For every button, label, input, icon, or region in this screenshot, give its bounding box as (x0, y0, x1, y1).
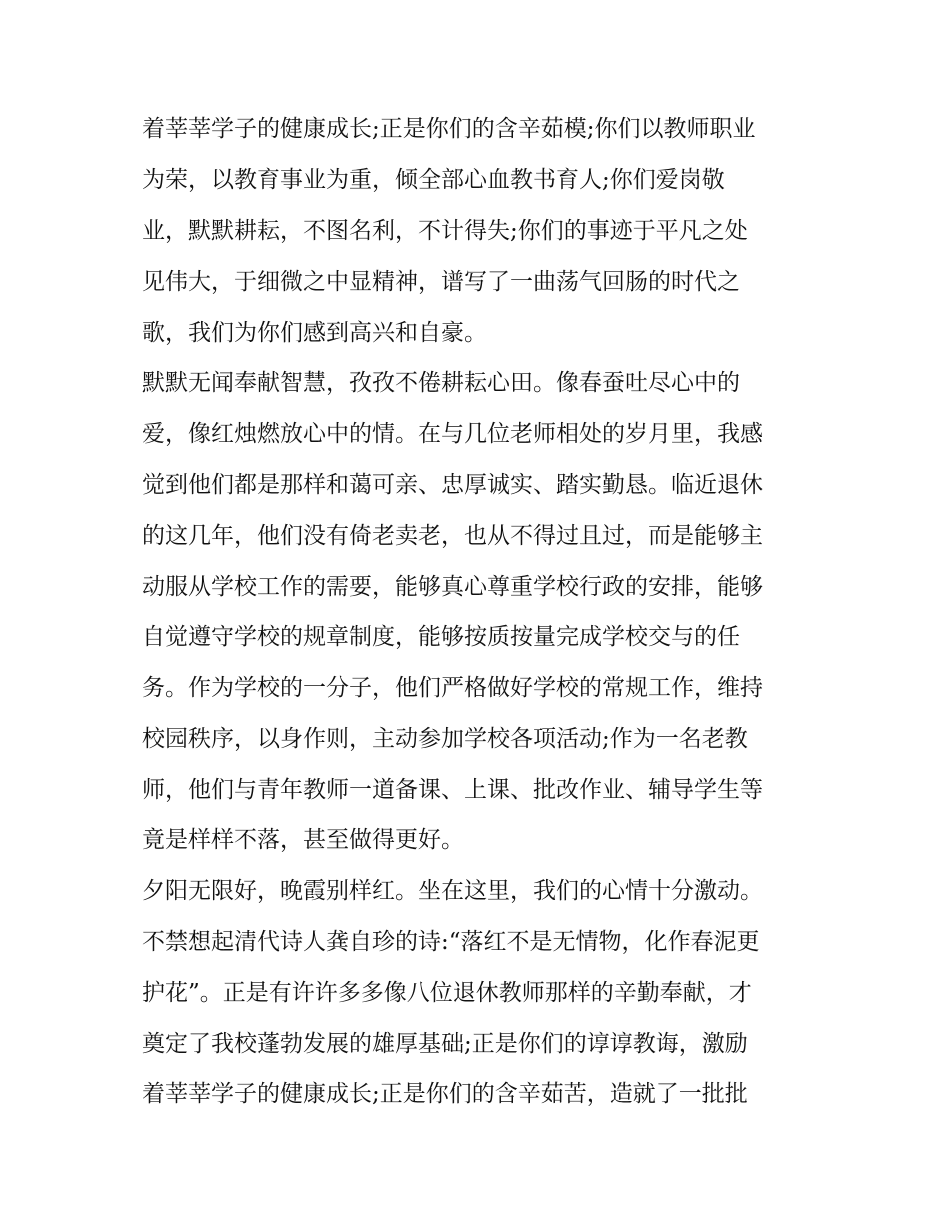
text-line: 见伟大，于细微之中显精神，谱写了一曲荡气回肠的时代之 (142, 269, 740, 295)
text-line: 动服从学校工作的需要，能够真心尊重学校行政的安排，能够 (142, 574, 763, 600)
text-line: 不禁想起清代诗人龚自珍的诗:“落红不是无情物，化作春泥更 (142, 929, 760, 955)
text-line: 师，他们与青年教师一道备课、上课、批改作业、辅导学生等 (142, 777, 763, 803)
text-line: 着莘莘学子的健康成长;正是你们的含辛茹苦，造就了一批批 (142, 1081, 748, 1107)
text-line: 业，默默耕耘，不图名利，不计得失;你们的事迹于平凡之处 (142, 218, 748, 244)
text-line: 为荣，以教育事业为重，倾全部心血教书育人;你们爱岗敬 (142, 167, 725, 193)
text-line: 务。作为学校的一分子，他们严格做好学校的常规工作，维持 (142, 675, 763, 701)
text-line: 护花”。正是有许许多多像八位退休教师那样的辛勤奉献，才 (142, 980, 752, 1006)
text-line: 的这几年，他们没有倚老卖老，也从不得过且过，而是能够主 (142, 523, 763, 549)
text-line: 觉到他们都是那样和蔼可亲、忠厚诚实、踏实勤恳。临近退休 (142, 472, 763, 498)
text-line: 着莘莘学子的健康成长;正是你们的含辛茹模;你们以教师职业 (142, 116, 756, 142)
text-line: 默默无闻奉献智慧，孜孜不倦耕耘心田。像春蚕吐尽心中的 (142, 370, 740, 396)
text-line: 奠定了我校蓬勃发展的雄厚基础;正是你们的谆谆教诲，激励 (142, 1031, 748, 1057)
text-line: 自觉遵守学校的规章制度，能够按质按量完成学校交与的任 (142, 624, 740, 650)
text-line: 校园秩序，以身作则，主动参加学校各项活动;作为一名老教 (142, 726, 748, 752)
text-line: 爱，像红烛燃放心中的情。在与几位老师相处的岁月里，我感 (142, 421, 763, 447)
text-line: 歌，我们为你们感到高兴和自豪。 (142, 320, 487, 346)
text-line: 竟是样样不落，甚至做得更好。 (142, 827, 464, 853)
text-line: 夕阳无限好，晚霞别样红。坐在这里，我们的心情十分激动。 (142, 878, 763, 904)
